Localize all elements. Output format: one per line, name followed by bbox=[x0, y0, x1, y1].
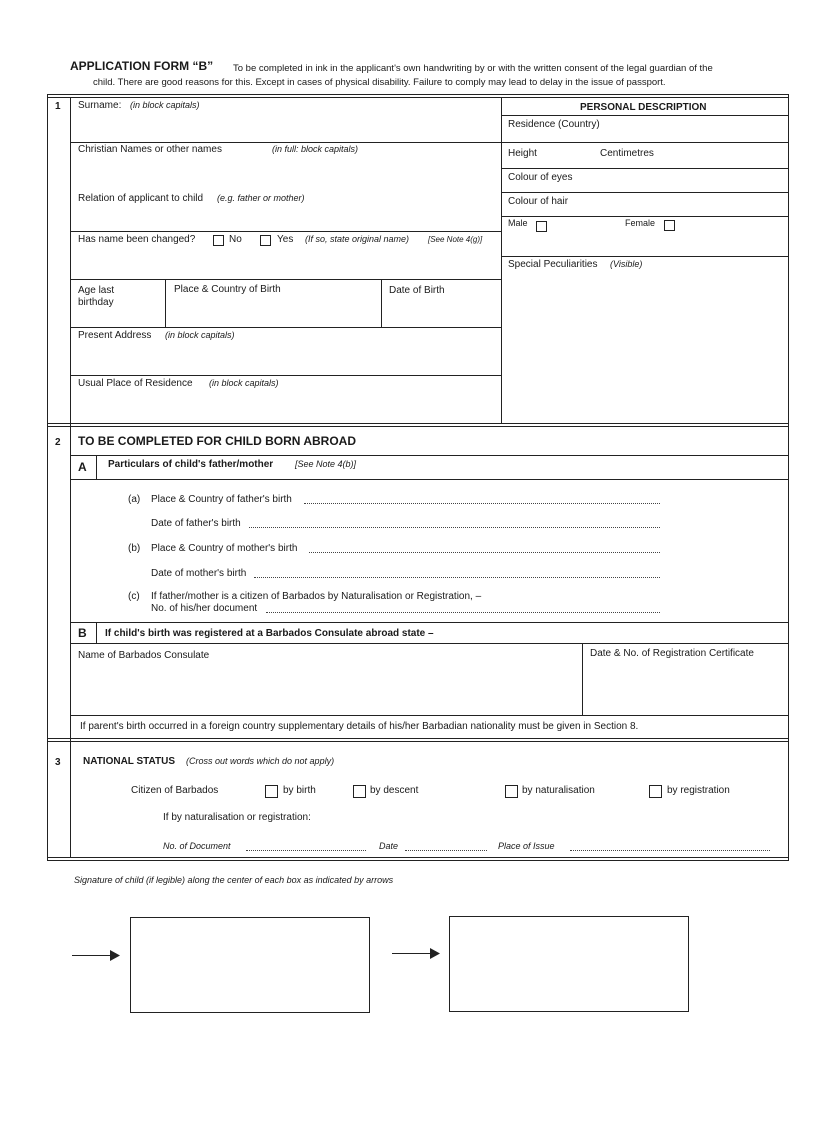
female-checkbox[interactable] bbox=[664, 220, 675, 231]
father-birth-date-label: Date of father's birth bbox=[151, 518, 241, 529]
section-1-number: 1 bbox=[55, 101, 61, 112]
by-registration-label: by registration bbox=[667, 785, 730, 796]
document-number-caption: No. of Document bbox=[163, 841, 231, 851]
christian-names-note: (in full: block capitals) bbox=[272, 144, 359, 154]
relation-label: Relation of applicant to child bbox=[78, 193, 204, 204]
by-naturalisation-checkbox[interactable] bbox=[505, 785, 518, 798]
name-changed-label: Has name been changed? bbox=[78, 234, 196, 245]
consulate-name-label[interactable]: Name of Barbados Consulate bbox=[78, 650, 210, 661]
personal-description-heading: PERSONAL DESCRIPTION bbox=[580, 102, 707, 113]
part-b-letter: B bbox=[78, 626, 87, 640]
document-number-label: No. of his/her document bbox=[151, 603, 258, 614]
colour-of-eyes-label[interactable]: Colour of eyes bbox=[508, 172, 573, 183]
part-a-letter: A bbox=[78, 460, 87, 474]
name-changed-yes-label: Yes bbox=[277, 234, 294, 245]
if-by-naturalisation-label: If by naturalisation or registration: bbox=[163, 812, 311, 823]
form-title: APPLICATION FORM “B” bbox=[70, 59, 214, 73]
age-last-label-1: Age last bbox=[78, 285, 115, 296]
item-b-label: (b) bbox=[128, 543, 141, 554]
mother-birth-place-label: Place & Country of mother's birth bbox=[151, 543, 298, 554]
by-descent-checkbox[interactable] bbox=[353, 785, 366, 798]
section-2-heading: TO BE COMPLETED FOR CHILD BORN ABROAD bbox=[78, 434, 356, 448]
section-2-footnote: If parent's birth occurred in a foreign country supplementary details of his/her Barbadian nationality must be given in Section 8. bbox=[80, 721, 639, 732]
signature-box-1[interactable] bbox=[130, 917, 370, 1013]
christian-names-label: Christian Names or other names bbox=[78, 144, 222, 155]
by-registration-checkbox[interactable] bbox=[649, 785, 662, 798]
national-status-heading: NATIONAL STATUS bbox=[83, 756, 176, 767]
relation-note: (e.g. father or mother) bbox=[217, 193, 305, 203]
male-checkbox[interactable] bbox=[536, 221, 547, 232]
special-peculiarities-note: (Visible) bbox=[610, 259, 643, 269]
citizen-naturalisation-label: If father/mother is a citizen of Barbados by Naturalisation or Registration, – bbox=[151, 591, 482, 602]
by-descent-label: by descent bbox=[370, 785, 419, 796]
name-changed-no-label: No bbox=[229, 234, 242, 245]
present-address-note: (in block capitals) bbox=[165, 330, 235, 340]
father-birth-place-label: Place & Country of father's birth bbox=[151, 494, 292, 505]
signature-box-2[interactable] bbox=[449, 916, 689, 1012]
signature-instruction: Signature of child (if legible) along the center of each box as indicated by arrows bbox=[74, 875, 394, 885]
mother-birth-date-label: Date of mother's birth bbox=[151, 568, 247, 579]
male-label: Male bbox=[508, 218, 528, 228]
by-birth-checkbox[interactable] bbox=[265, 785, 278, 798]
residence-country-label[interactable]: Residence (Country) bbox=[508, 119, 600, 130]
item-c-label: (c) bbox=[128, 591, 140, 602]
by-naturalisation-label: by naturalisation bbox=[522, 785, 595, 796]
age-last-label-2: birthday bbox=[78, 297, 114, 308]
surname-note: (in block capitals) bbox=[130, 100, 200, 110]
centimetres-label: Centimetres bbox=[600, 148, 654, 159]
section-2-number: 2 bbox=[55, 437, 61, 448]
part-a-title: Particulars of child's father/mother bbox=[108, 459, 274, 470]
surname-label: Surname: bbox=[78, 100, 122, 111]
female-label: Female bbox=[625, 218, 656, 228]
place-country-birth-label[interactable]: Place & Country of Birth bbox=[174, 284, 281, 295]
header-line-2: child. There are good reasons for this. Except in cases of physical disability. Failure to comply may lead to delay in the issue of passport. bbox=[93, 77, 666, 88]
document-date-caption: Date bbox=[379, 841, 399, 851]
item-a-label: (a) bbox=[128, 494, 141, 505]
present-address-label: Present Address bbox=[78, 330, 152, 341]
citizen-of-barbados-label: Citizen of Barbados bbox=[131, 785, 219, 796]
part-a-note: [See Note 4(b)] bbox=[295, 459, 357, 469]
by-birth-label: by birth bbox=[283, 785, 316, 796]
national-status-note: (Cross out words which do not apply) bbox=[186, 756, 335, 766]
colour-of-hair-label[interactable]: Colour of hair bbox=[508, 196, 569, 207]
usual-residence-note: (in block capitals) bbox=[209, 378, 279, 388]
registration-certificate-label[interactable]: Date & No. of Registration Certificate bbox=[590, 648, 754, 659]
see-note-4g: [See Note 4(g)] bbox=[428, 235, 483, 244]
header-line-1: To be completed in ink in the applicant's own handwriting by or with the written consent of the legal guardian of the bbox=[233, 63, 713, 74]
section-3-number: 3 bbox=[55, 757, 61, 768]
place-of-issue-caption: Place of Issue bbox=[498, 841, 555, 851]
height-label[interactable]: Height bbox=[508, 148, 537, 159]
part-b-title: If child's birth was registered at a Barbados Consulate abroad state – bbox=[105, 628, 434, 639]
date-of-birth-label[interactable]: Date of Birth bbox=[389, 285, 445, 296]
usual-residence-label: Usual Place of Residence bbox=[78, 378, 193, 389]
name-changed-no-checkbox[interactable] bbox=[213, 235, 224, 246]
special-peculiarities-label: Special Peculiarities bbox=[508, 259, 598, 270]
name-changed-yes-checkbox[interactable] bbox=[260, 235, 271, 246]
name-changed-yes-note: (If so, state original name) bbox=[305, 234, 410, 244]
